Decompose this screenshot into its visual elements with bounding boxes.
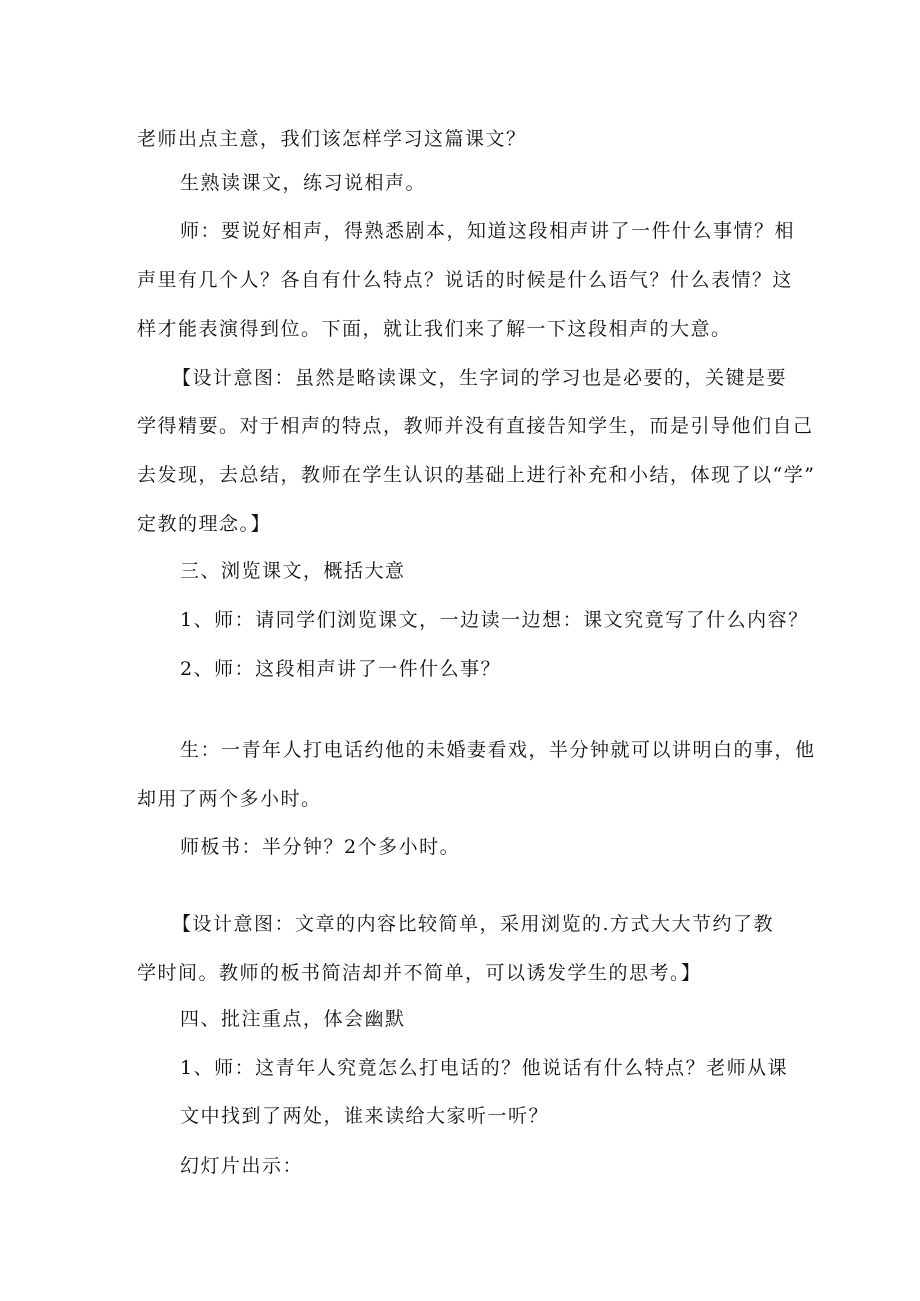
- text-line-21: 幻灯片出示：: [180, 1155, 304, 1177]
- text-line-14: 却用了两个多小时。: [137, 788, 322, 810]
- section-heading-4: 四、批注重点，体会幽默: [180, 1008, 406, 1030]
- text-line-3: 师：要说好相声，得熟悉剧本，知道这段相声讲了一件什么事情？相: [180, 220, 796, 242]
- design-note-line-4: 定教的理念。】: [137, 513, 272, 535]
- design-note-line-6: 学时间。教师的板书简洁却并不简单，可以诱发学生的思考。】: [137, 962, 702, 984]
- design-note-line-3: 去发现，去总结，教师在学生认识的基础上进行补充和小结，体现了以“学”: [137, 464, 816, 486]
- text-line-12: 2、师：这段相声讲了一件什么事？: [180, 658, 502, 680]
- text-line-11: 1、师：请同学们浏览课文，一边读一边想：课文究竟写了什么内容？: [180, 609, 809, 631]
- text-line-19: 1、师：这青年人究竟怎么打电话的？他说话有什么特点？老师从课: [180, 1057, 789, 1079]
- text-line-13: 生：一青年人打电话约他的未婚妻看戏，半分钟就可以讲明白的事，他: [180, 739, 816, 761]
- text-line-1: 老师出点主意，我们该怎样学习这篇课文？: [137, 128, 527, 150]
- board-writing-line: 师板书：半分钟？2个多小时。: [180, 836, 461, 858]
- text-line-2: 生熟读课文，练习说相声。: [180, 172, 427, 194]
- text-line-20: 文中找到了两处，谁来读给大家听一听？: [180, 1105, 550, 1127]
- design-note-line-5: 【设计意图：文章的内容比较简单，采用浏览的.方式大大节约了教: [172, 913, 775, 935]
- text-line-4: 声里有几个人？各自有什么特点？说话的时候是什么语气？什么表情？这: [137, 269, 794, 291]
- text-line-5: 样才能表演得到位。下面，就让我们来了解一下这段相声的大意。: [137, 318, 732, 340]
- design-note-line-1: 【设计意图：虽然是略读课文，生字词的学习也是必要的，关键是要: [172, 367, 788, 389]
- design-note-line-2: 学得精要。对于相声的特点，教师并没有直接告知学生，而是引导他们自己: [137, 415, 814, 437]
- section-heading-3: 三、浏览课文，概括大意: [180, 560, 406, 582]
